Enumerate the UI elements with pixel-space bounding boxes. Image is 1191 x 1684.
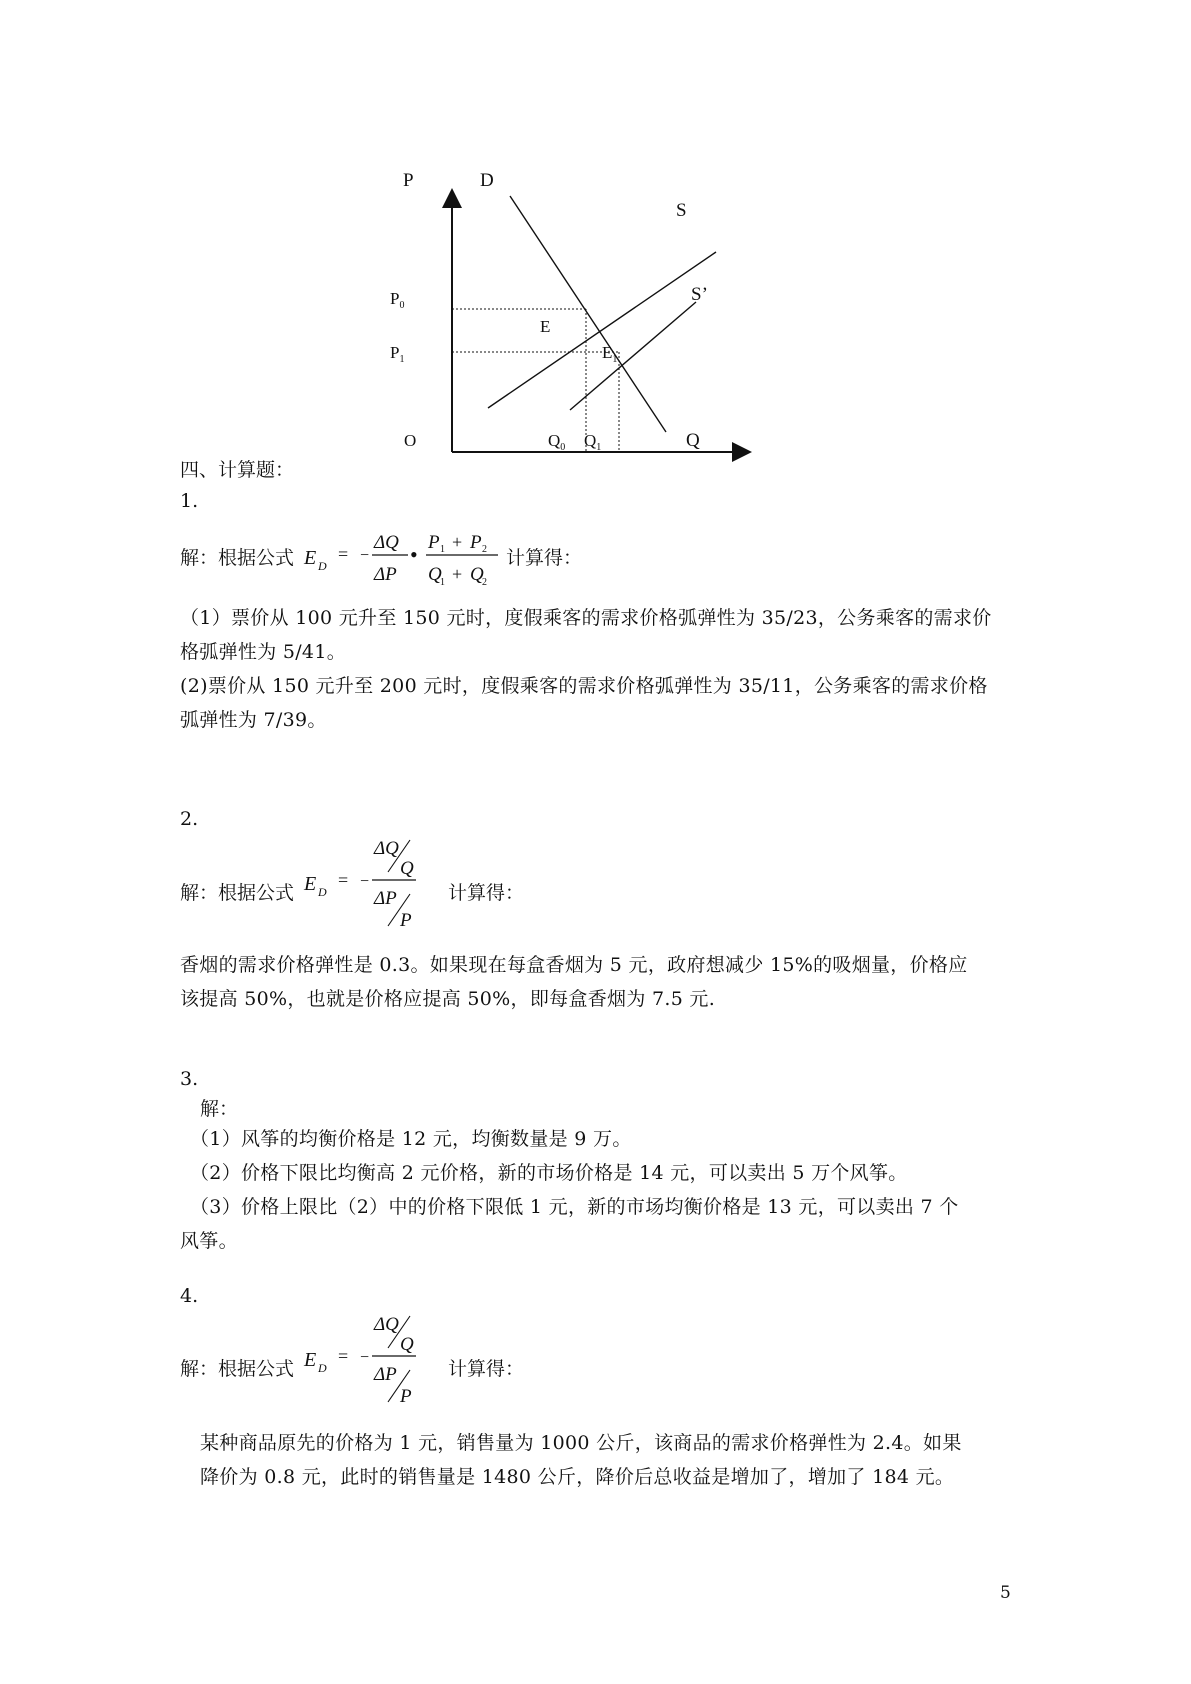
svg-text:E: E [304,1349,317,1371]
q2-formula [302,834,452,934]
q4-formula [302,1310,452,1410]
q3-number: 3. [180,1068,199,1090]
svg-text:1: 1 [440,544,445,555]
svg-text:P: P [400,910,412,931]
q1-number: 1. [180,490,199,512]
svg-text:+: + [452,564,463,584]
svg-text:1: 1 [440,577,445,588]
svg-text:E: E [304,547,317,569]
q2-formula-line [180,880,294,906]
svg-text:D: D [318,885,327,899]
label-p1: $P_1$ [390,343,405,365]
svg-text:ΔP: ΔP [374,564,397,585]
svg-text:Q: Q [400,858,414,879]
svg-text:ΔQ: ΔQ [374,838,399,859]
q1-answer-line3: (2)票价从 150 元升至 200 元时，度假乘客的需求价格弧弹性为 35/11，公务乘客的需求价格 [180,675,988,697]
q1-formula-line [180,545,294,571]
q3-answer-line3: （3）价格上限比（2）中的价格下限低 1 元，新的市场均衡价格是 13 元，可以卖出 7 个 [190,1196,959,1218]
svg-text:ΔP: ΔP [374,1364,397,1385]
q4-number: 4. [180,1285,199,1307]
q3-answer-line4: 风筝。 [180,1230,238,1252]
svg-text:ΔQ: ΔQ [374,1314,399,1335]
svg-text:P: P [400,1386,412,1407]
q4-answer [200,1426,1020,1494]
q3-answer-line1: （1）风筝的均衡价格是 12 元，均衡数量是 9 万。 [190,1128,632,1150]
svg-text:=: = [338,1346,349,1366]
label-q1: $Q_1$ [584,431,602,453]
axis-label-p: P [403,170,414,191]
svg-text:2: 2 [482,544,487,555]
q4-answer-line1: 某种商品原先的价格为 1 元，销售量为 1000 公斤，该商品的需求价格弹性为 2.4。如果 [200,1432,962,1454]
q1-answer [180,601,1020,737]
q2-answer-line1: 香烟的需求价格弹性是 0.3。如果现在每盒香烟为 5 元，政府想减少 15%的吸烟量，价格应 [180,954,968,976]
q1-answer-line4: 弧弹性为 7/39。 [180,709,327,731]
q4-formula-line [180,1356,294,1382]
q1-formula [302,520,512,592]
demand-curve [510,196,666,432]
label-e: E [540,317,551,336]
label-d: D [480,170,494,191]
svg-text:Q: Q [470,564,484,585]
supply-demand-diagram [390,170,780,490]
label-origin: O [404,431,417,450]
svg-text:=: = [338,870,349,890]
q2-tail: 计算得： [448,882,525,904]
q3-answer-line2: （2）价格下限比均衡高 2 元价格，新的市场价格是 14 元，可以卖出 5 万个风筝。 [190,1162,908,1184]
svg-text:Q: Q [428,564,442,585]
label-p0: $P_0$ [390,289,405,311]
supply-curve-s-prime [570,302,696,410]
svg-text:•: • [410,542,418,567]
q2-number: 2. [180,808,199,830]
q1-tail: 计算得： [506,547,583,569]
axis-label-q: Q [686,430,700,451]
svg-text:P: P [428,532,440,553]
q4-lead: 解：根据公式 [180,1358,295,1380]
label-s: S [676,200,687,221]
supply-curve-s [488,252,716,408]
svg-text:−: − [360,873,370,890]
label-s-prime: S’ [691,284,708,305]
svg-text:D: D [318,559,327,573]
label-q0: $Q_0$ [548,431,566,453]
q4-tail: 计算得： [448,1358,525,1380]
label-e1: $E_1$ [602,343,618,365]
svg-text:E: E [304,873,317,895]
svg-text:Q: Q [400,1334,414,1355]
q1-answer-line1: （1）票价从 100 元升至 150 元时，度假乘客的需求价格弧弹性为 35/23，公务乘客的需求价 [180,607,992,629]
q2-answer-line2: 该提高 50%，也就是价格应提高 50%，即每盒香烟为 7.5 元. [180,988,716,1010]
svg-text:D: D [318,1361,327,1375]
svg-text:+: + [452,532,463,552]
q1-lead: 解：根据公式 [180,547,295,569]
svg-text:−: − [360,1349,370,1366]
svg-text:=: = [338,544,349,564]
section-title: 四、计算题： [180,459,295,481]
svg-text:ΔQ: ΔQ [374,532,399,553]
q2-answer [180,948,1020,1016]
q1-answer-line2: 格弧弹性为 5/41。 [180,641,347,663]
q4-answer-line2: 降价为 0.8 元，此时的销售量是 1480 公斤，降价后总收益是增加了，增加了 184 元。 [200,1466,955,1488]
svg-text:ΔP: ΔP [374,888,397,909]
svg-text:P: P [470,532,482,553]
q3-lead: 解： [200,1098,239,1120]
q3-answer [180,1122,1020,1258]
svg-text:−: − [360,547,370,564]
svg-text:2: 2 [482,577,487,588]
q2-lead: 解：根据公式 [180,882,295,904]
page-number: 5 [1000,1583,1011,1603]
